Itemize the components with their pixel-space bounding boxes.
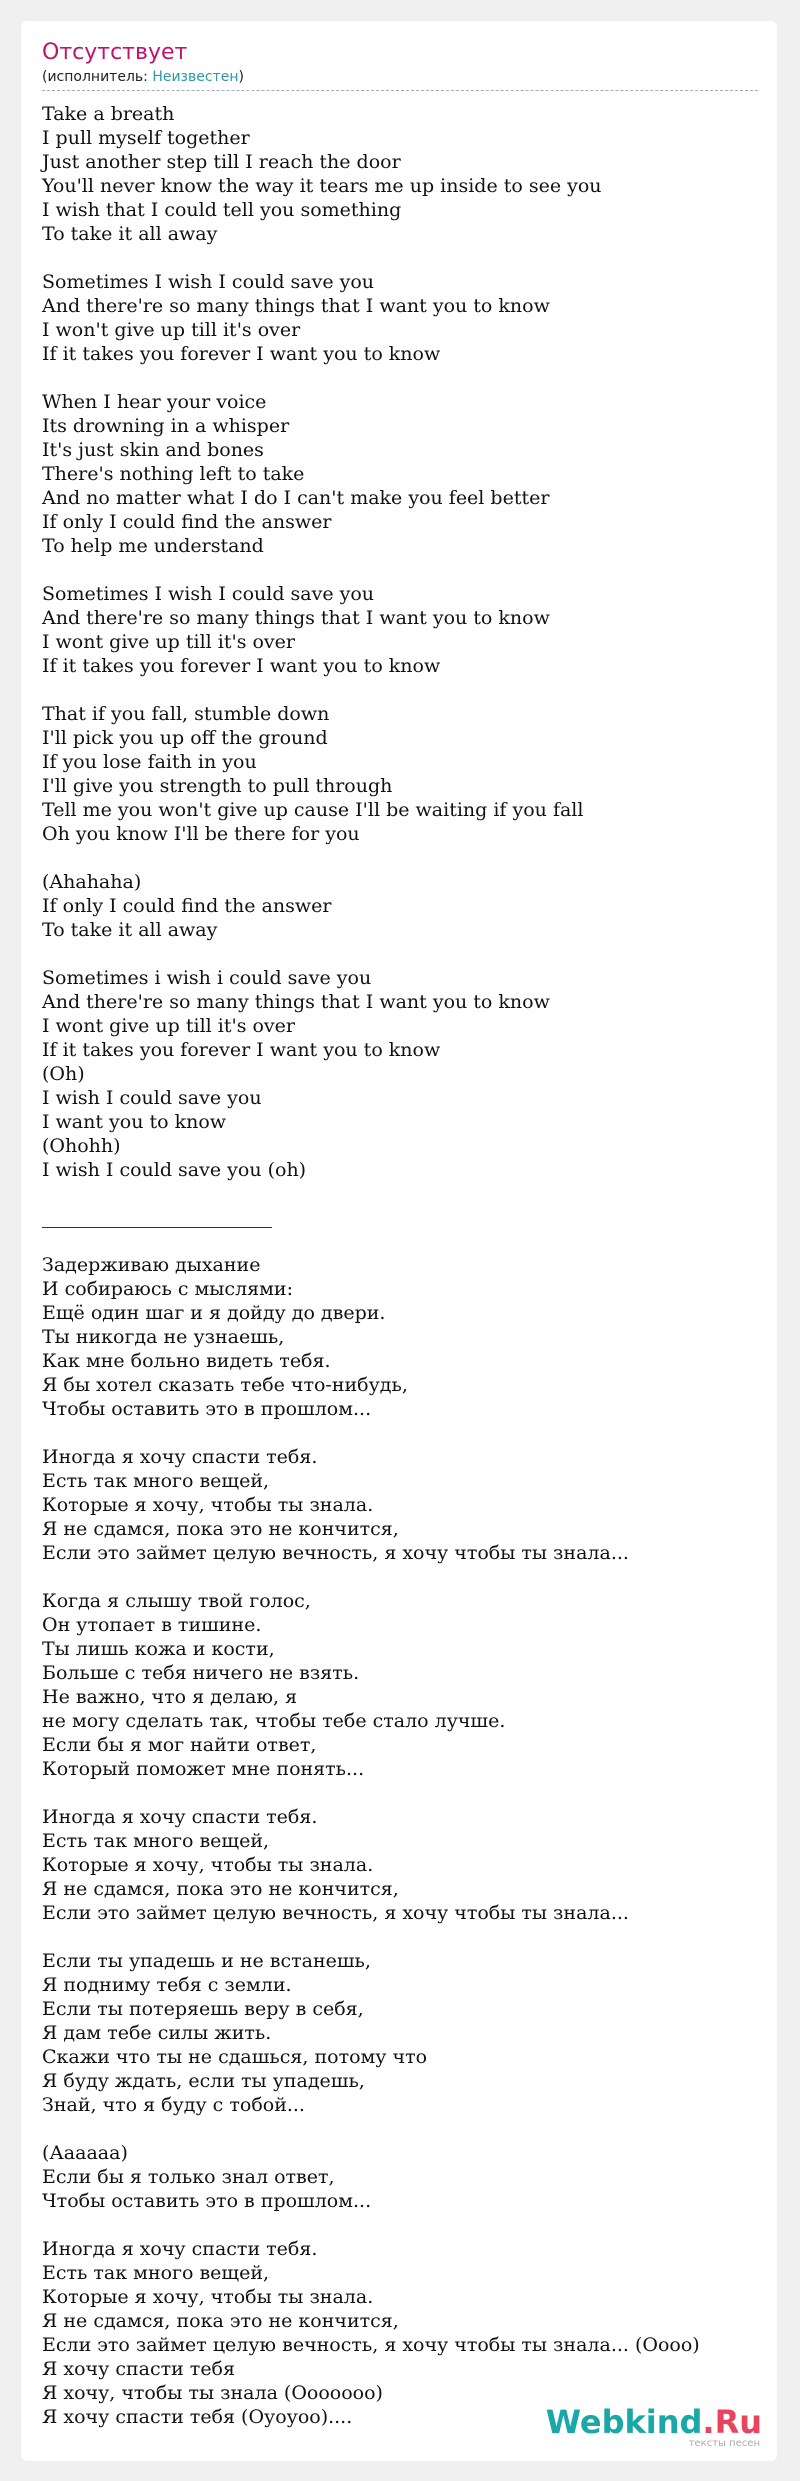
artist-suffix: ) <box>238 69 244 85</box>
logo-wordmark <box>546 2404 762 2440</box>
lyrics-translation: Задерживаю дыхание И собираюсь с мыслями: Ещё один шаг и я дойду до двери. Ты никогда не узнаешь, Как мне больно видеть тебя. Я бы хотел сказать тебе что-нибудь, Чтобы оставить это в прошлом... Иногда я хочу спасти тебя. Есть так много вещей, Которые я хочу, чтобы ты знала. Я не сдамся, пока это не кончится, Если это займет целую вечность, я хочу чтобы ты знала... Когда я слышу твой голос, Он утопает в тишине. Ты лишь кожа и кости, Больше с тебя ничего не взять. Не важно, что я делаю, я не могу сделать так, чтобы тебе стало лучше. Если бы я мог найти ответ, Который поможет мне понять... Иногда я хочу спасти тебя. Есть так много вещей, Которые я хочу, чтобы ты знала. Я не сдамся, пока это не кончится, Если это займет целую вечность, я хочу чтобы ты знала... Если ты упадешь и не встанешь, Я подниму тебя с земли. Если ты потеряешь веру в себя, Я дам тебе силы жить. Скажи что ты не сдашься, потому что Я буду ждать, если ты упадешь, Знай, что я буду с тобой... (Аааааа) Если бы я только знал ответ, Чтобы оставить это в прошлом... Иногда я хочу спасти тебя. Есть так много вещей, Которые я хочу, чтобы ты знала. Я не сдамся, пока это не кончится, Если это займет целую вечность, я хочу чтобы ты знала... (Оооо) Я хочу спасти тебя Я хочу, чтобы ты знала (Ооооооо) Я хочу спасти тебя (Оуоуоо).... <box>42 1254 700 2428</box>
artist-link[interactable]: Неизвестен <box>152 69 239 85</box>
artist-line <box>42 68 758 86</box>
logo-tld: .Ru <box>702 2403 762 2441</box>
lyrics-original: Take a breath I pull myself together Just another step till I reach the door You'll never know the way it tears me up inside to see you I wish that I could tell you something To take it all away Sometimes I wish I could save you And there're so many things that I want you to know I won't give up till it's over If it takes you forever I want you to know When I hear your voice Its drowning in a whisper It's just skin and bones There's nothing left to take And no matter what I do I can't make you feel better If only I could find the answer To help me understand Sometimes I wish I could save you And there're so many things that I want you to know I wont give up till it's over If it takes you forever I want you to know That if you fall, stumble down I'll pick you up off the ground If you lose faith in you I'll give you strength to pull through Tell me you won't give up cause I'll be waiting if you fall Oh you know I'll be there for you (Ahahaha) If only I could find the answer To take it all away Sometimes i wish i could save you And there're so many things that I want you to know I wont give up till it's over If it takes you forever I want you to know (Oh) I wish I could save you I want you to know (Ohohh) I wish I could save you (oh) <box>42 103 602 1181</box>
logo-tagline: тексты песен <box>688 2438 760 2449</box>
section-divider <box>42 1227 272 1228</box>
song-title: Отсутствует <box>42 40 188 65</box>
logo-main: Webkind <box>545 2403 703 2441</box>
song-header <box>42 38 758 91</box>
site-logo[interactable] <box>546 2404 762 2450</box>
artist-prefix: (исполнитель: <box>42 69 153 85</box>
